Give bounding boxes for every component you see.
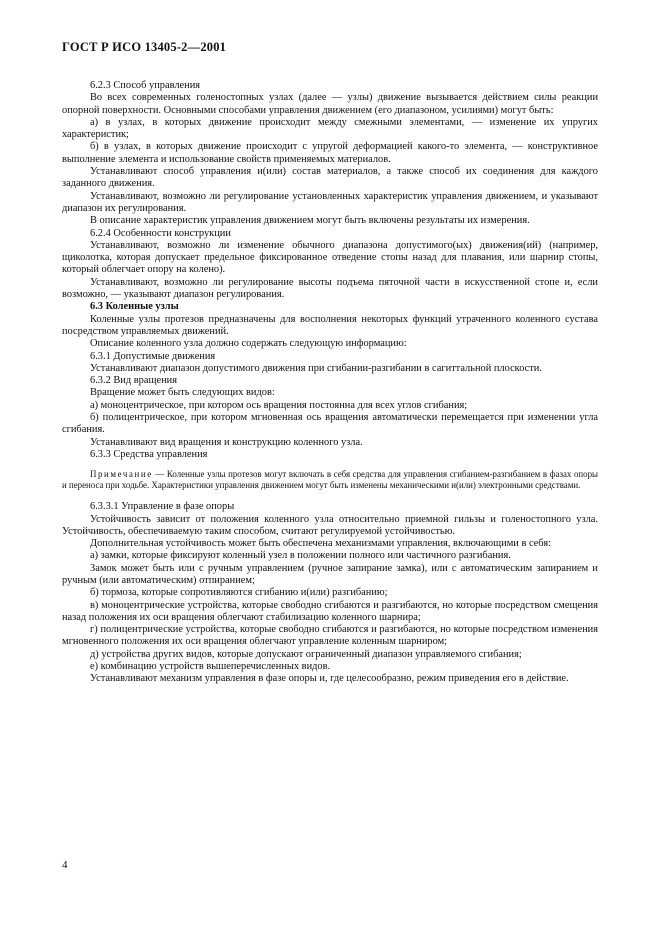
paragraph: Устанавливают способ управления и(или) состав материалов, а также способ их соединения для каждого заданного движения. (62, 166, 598, 190)
paragraph: Замок может быть или с ручным управлением (ручное запирание замка), или с автоматическим запиранием и ручным (или автоматическим) отпиранием; (62, 562, 598, 586)
list-item-b: б) в узлах, в которых движение происходит с упругой деформацией какого-то элемента, — конструктивное выполнение элемента и использование свойств применяемых материалов. (62, 141, 598, 165)
list-item-a: а) в узлах, в которых движение происходит между смежными элементами, — изменение их упругих характеристик; (62, 116, 598, 141)
paragraph: Во всех современных голеностопных узлах (далее — узлы) движение вызывается действием силы реакции опорной поверхности. Основными способами управления движением (его диапазоном, усилиями) могут быть: (62, 92, 598, 116)
section-6-3-1-heading: 6.3.1 Допустимые движения (90, 350, 216, 362)
list-item-d: г) полицентрические устройства, которые свободно сгибаются и разгибаются, но которые посредством изменения мгновенного положения их оси вращения облегчают управление коленным шарниром; (62, 624, 598, 648)
page-number: 4 (62, 859, 68, 871)
standard-header: ГОСТ Р ИСО 13405-2—2001 (62, 40, 227, 54)
paragraph: Устанавливают диапазон допустимого движения при сгибании-разгибании в сагиттальной плоскости. (90, 362, 542, 374)
section-6-3-heading: 6.3 Коленные узлы (90, 301, 179, 313)
list-item-f: е) комбинацию устройств вышеперечисленных видов. (90, 661, 331, 673)
note (62, 469, 598, 491)
paragraph: Устанавливают, возможно ли изменение обычного диапазона допустимого(ых) движения(ий) (например, щиколотка, которая допускает предельное фиксированное отведение стопы назад для плавания, или шарнир стопы, который облегчает опору на колено). (62, 239, 598, 276)
section-6-3-3-1-heading: 6.3.3.1 Управление в фазе опоры (90, 501, 235, 513)
list-item-c: в) моноцентрические устройства, которые свободно сгибаются и разгибаются, но которые посредством смещения назад положения их оси вращения облегчают стабилизацию коленного шарнира; (62, 599, 598, 623)
section-6-3-2-heading: 6.3.2 Вид вращения (90, 375, 177, 387)
paragraph: Устанавливают механизм управления в фазе опоры и, где целесообразно, режим приведения его в действие. (90, 673, 569, 685)
section-6-2-3-heading: 6.2.3 Способ управления (90, 80, 201, 91)
note-label: Примечание (90, 469, 153, 480)
paragraph: Устанавливают вид вращения и конструкцию коленного узла. (90, 436, 363, 448)
paragraph: Устойчивость зависит от положения коленного узла относительно приемной гильзы и голеностопного узла. Устойчивость, обеспечиваемую таким способом, считают регулируемой устойчивостью. (62, 513, 598, 537)
paragraph: Дополнительная устойчивость может быть обеспечена механизмами управления, включающими в себя: (90, 538, 551, 550)
list-item-e: д) устройства других видов, которые допускают ограниченный диапазон управляемого сгибания; (90, 648, 522, 660)
section-6-3-3-heading: 6.3.3 Средства управления (90, 448, 208, 460)
paragraph: В описание характеристик управления движением могут быть включены результаты их измерения. (90, 215, 530, 227)
paragraph: Описание коленного узла должно содержать следующую информацию: (90, 338, 407, 350)
list-item-b: б) тормоза, которые сопротивляются сгибанию и(или) разгибанию; (90, 587, 388, 599)
paragraph: Устанавливают, возможно ли регулирование установленных характеристик управления движением, и указывают диапазон их регулирования. (62, 190, 598, 214)
paragraph: Вращение может быть следующих видов: (90, 387, 275, 399)
note-text: — Коленные узлы протезов могут включать в себя средства для управления сгибанием-разгибанием в фазах опоры и переноса при ходьбе. Характеристики управления движением могут быть изменены механическими и(или) электронными средствами. (62, 469, 598, 491)
list-item-b: б) полицентрическое, при котором мгновенная ось вращения автоматически перемещается при изменении угла сгибания. (62, 412, 598, 436)
paragraph: Устанавливают, возможно ли регулирование высоты подъема пяточной части в искусственной стопе и, если возможно, — указывают диапазон регулирования. (62, 276, 598, 301)
page-body (62, 80, 598, 686)
list-item-a: а) моноцентрическое, при котором ось вращения постоянна для всех углов сгибания; (90, 399, 468, 411)
paragraph: Коленные узлы протезов предназначены для восполнения некоторых функций утраченного коленного сустава посредством управляемых движений. (62, 313, 598, 337)
list-item-a: а) замки, которые фиксируют коленный узел в положении полного или частичного разгибания. (90, 550, 511, 562)
section-6-2-4-heading: 6.2.4 Особенности конструкции (90, 227, 231, 239)
